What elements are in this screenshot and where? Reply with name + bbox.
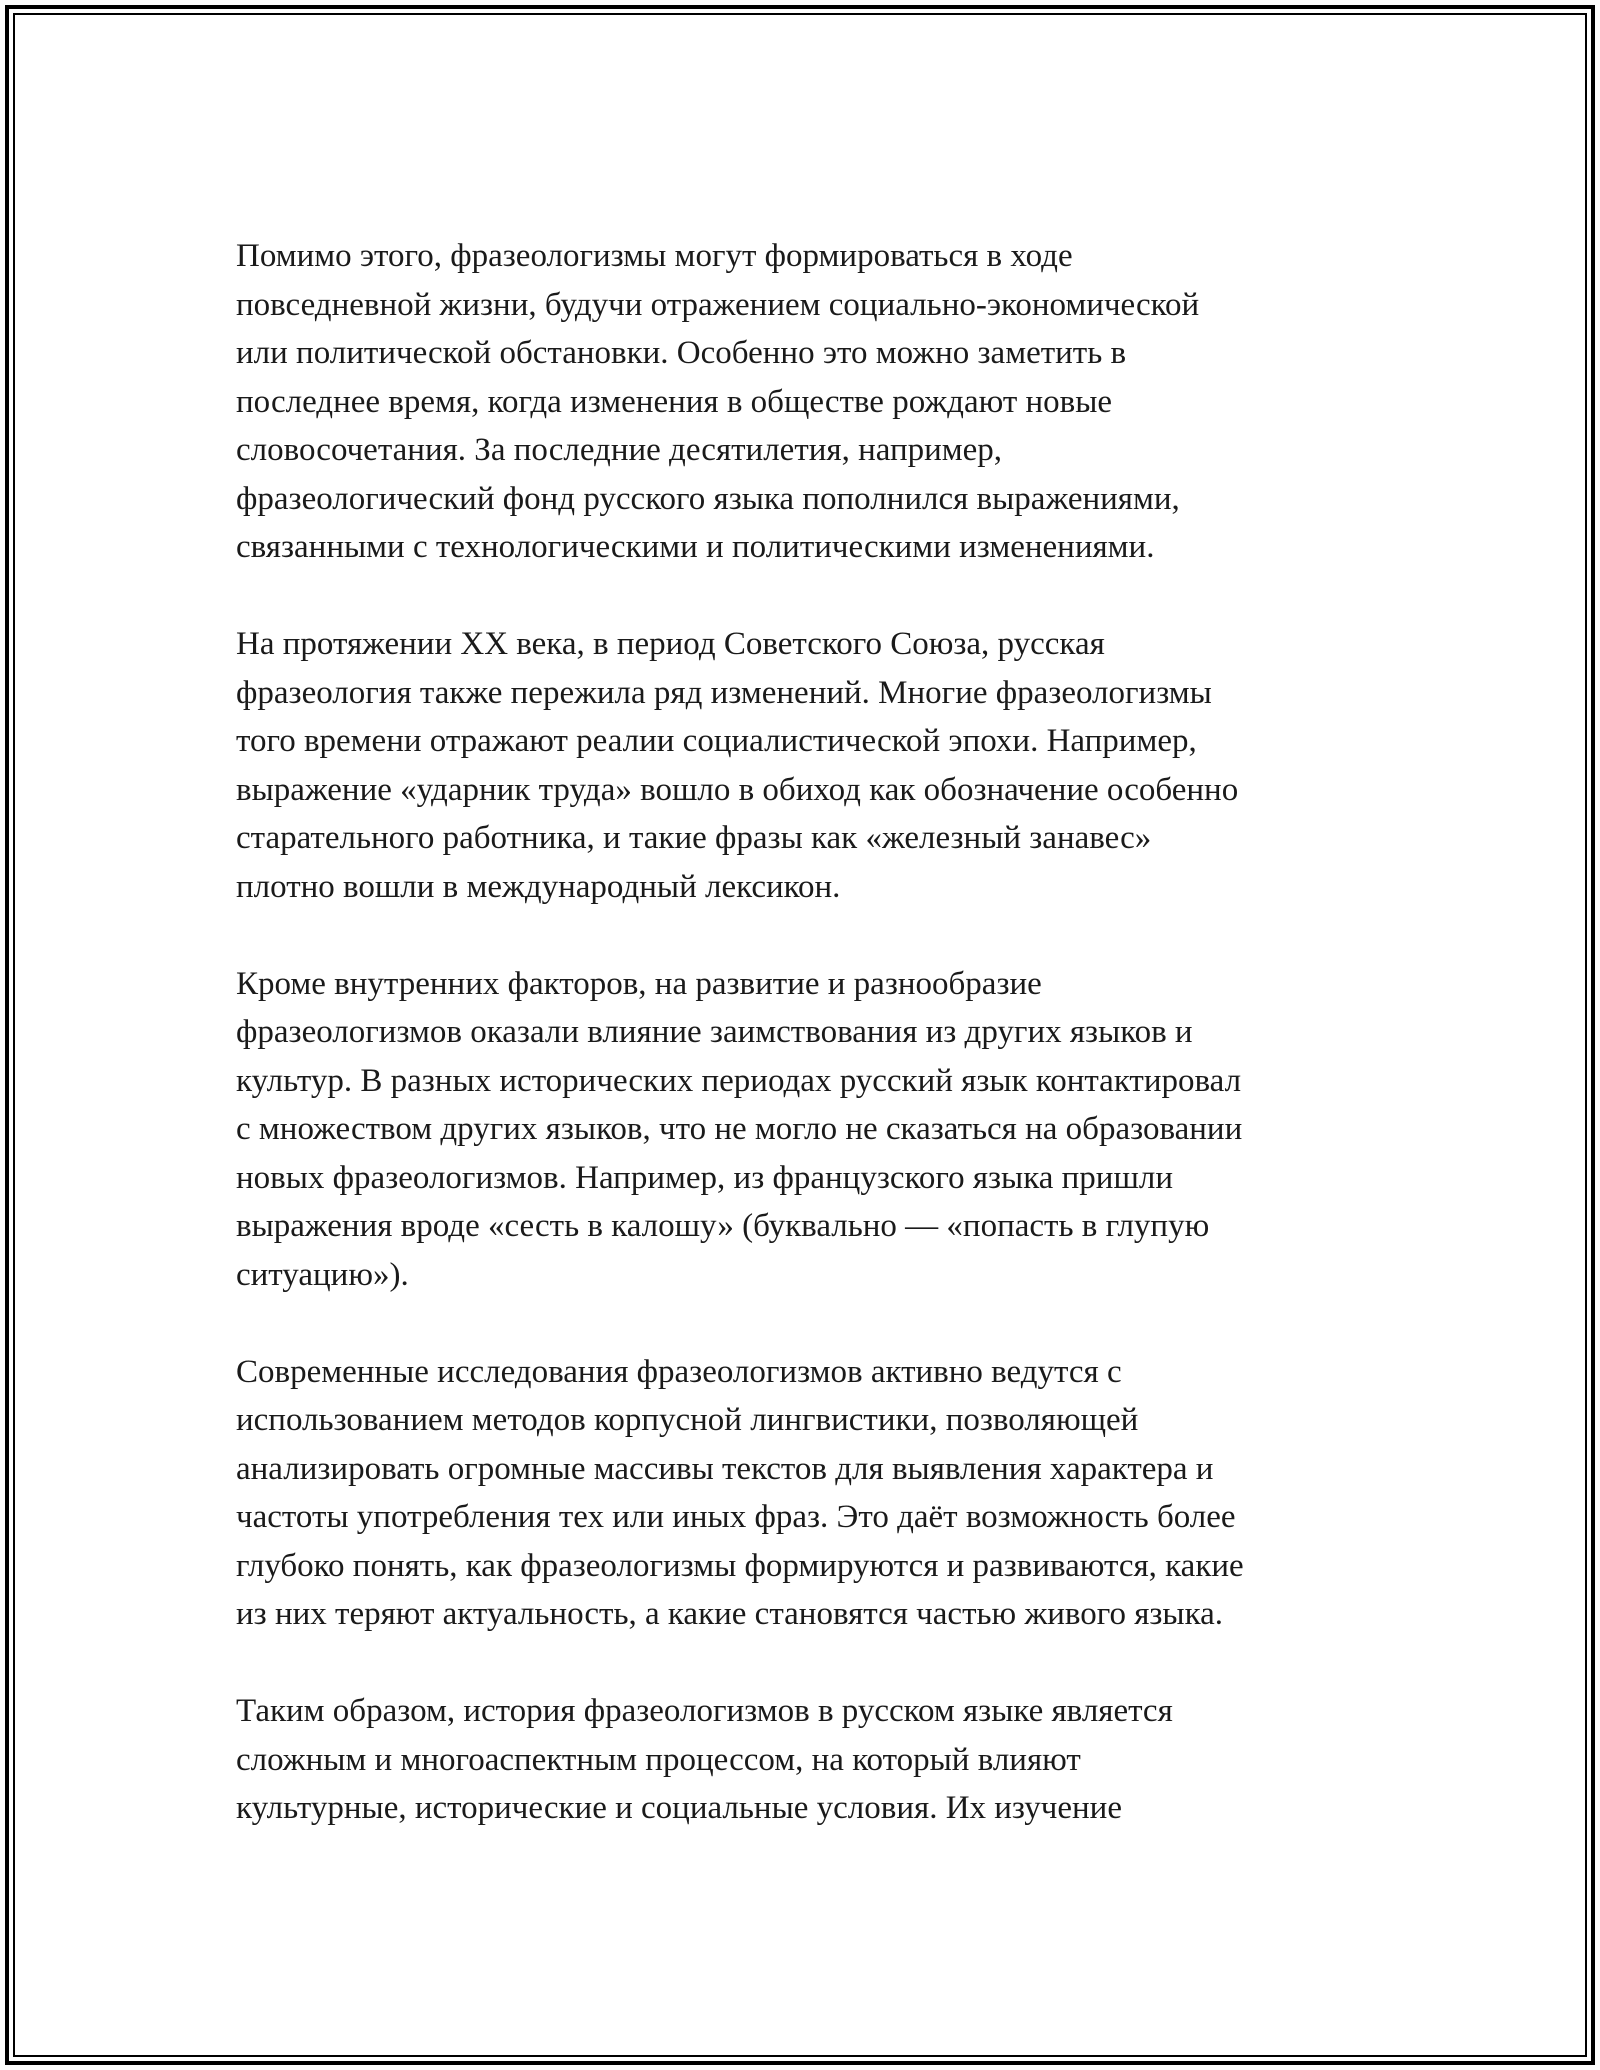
- text-line: На протяжении XX века, в период Советского Союза, русская: [236, 626, 1105, 662]
- text-line: или политической обстановки. Особенно это можно заметить в: [236, 335, 1127, 371]
- text-line: плотно вошли в международный лексикон.: [236, 868, 841, 905]
- text-line: фразеологический фонд русского языка пополнился выражениями,: [236, 480, 1180, 517]
- text-line: последнее время, когда изменения в обществе рождают новые: [236, 383, 1113, 420]
- text-line: связанными с технологическими и политическими изменениями.: [236, 529, 1155, 565]
- text-line: словосочетания. За последние десятилетия, например,: [236, 432, 1003, 468]
- text-line: глубоко понять, как фразеологизмы формируются и развиваются, какие: [236, 1547, 1244, 1584]
- text-line: Современные исследования фразеологизмов активно ведутся с: [236, 1353, 1122, 1390]
- text-line: того времени отражают реалии социалистической эпохи. Например,: [236, 723, 1197, 759]
- text-line: использованием методов корпусной лингвистики, позволяющей: [236, 1402, 1139, 1438]
- paragraph-2: [236, 620, 1386, 911]
- text-line: из них теряют актуальность, а какие становятся частью живого языка.: [236, 1596, 1224, 1632]
- text-line: ситуацию»).: [236, 1256, 409, 1293]
- text-line: фразеологизмов оказали влияние заимствования из других языков и: [236, 1014, 1193, 1050]
- document-body: [236, 232, 1386, 1881]
- text-line: повседневной жизни, будучи отражением социально-экономической: [236, 286, 1200, 323]
- text-line: частоты употребления тех или иных фраз. Это даёт возможность более: [236, 1499, 1236, 1535]
- text-line: сложным и многоаспектным процессом, на который влияют: [236, 1741, 1081, 1778]
- text-line: с множеством других языков, что не могло не сказаться на образовании: [236, 1111, 1243, 1147]
- text-line: Помимо этого, фразеологизмы могут формироваться в ходе: [236, 238, 1073, 274]
- text-line: Кроме внутренних факторов, на развитие и разнообразие: [236, 965, 1042, 1002]
- text-line: анализировать огромные массивы текстов для выявления характера и: [236, 1450, 1214, 1487]
- paragraph-5: [236, 1687, 1386, 1833]
- text-line: культурные, исторические и социальные условия. Их изучение: [236, 1790, 1122, 1826]
- text-line: выражение «ударник труда» вошло в обиход как обозначение особенно: [236, 771, 1239, 808]
- paragraph-4: [236, 1348, 1386, 1639]
- paragraph-1: [236, 232, 1386, 572]
- text-line: новых фразеологизмов. Например, из французского языка пришли: [236, 1159, 1174, 1196]
- text-line: культур. В разных исторических периодах русский язык контактировал: [236, 1062, 1242, 1099]
- paragraph-3: [236, 960, 1386, 1300]
- text-line: выражения вроде «сесть в калошу» (буквально — «попасть в глупую: [236, 1208, 1210, 1244]
- text-line: старательного работника, и такие фразы как «железный занавес»: [236, 820, 1152, 856]
- text-line: фразеология также пережила ряд изменений. Многие фразеологизмы: [236, 674, 1212, 711]
- text-line: Таким образом, история фразеологизмов в русском языке является: [236, 1693, 1173, 1729]
